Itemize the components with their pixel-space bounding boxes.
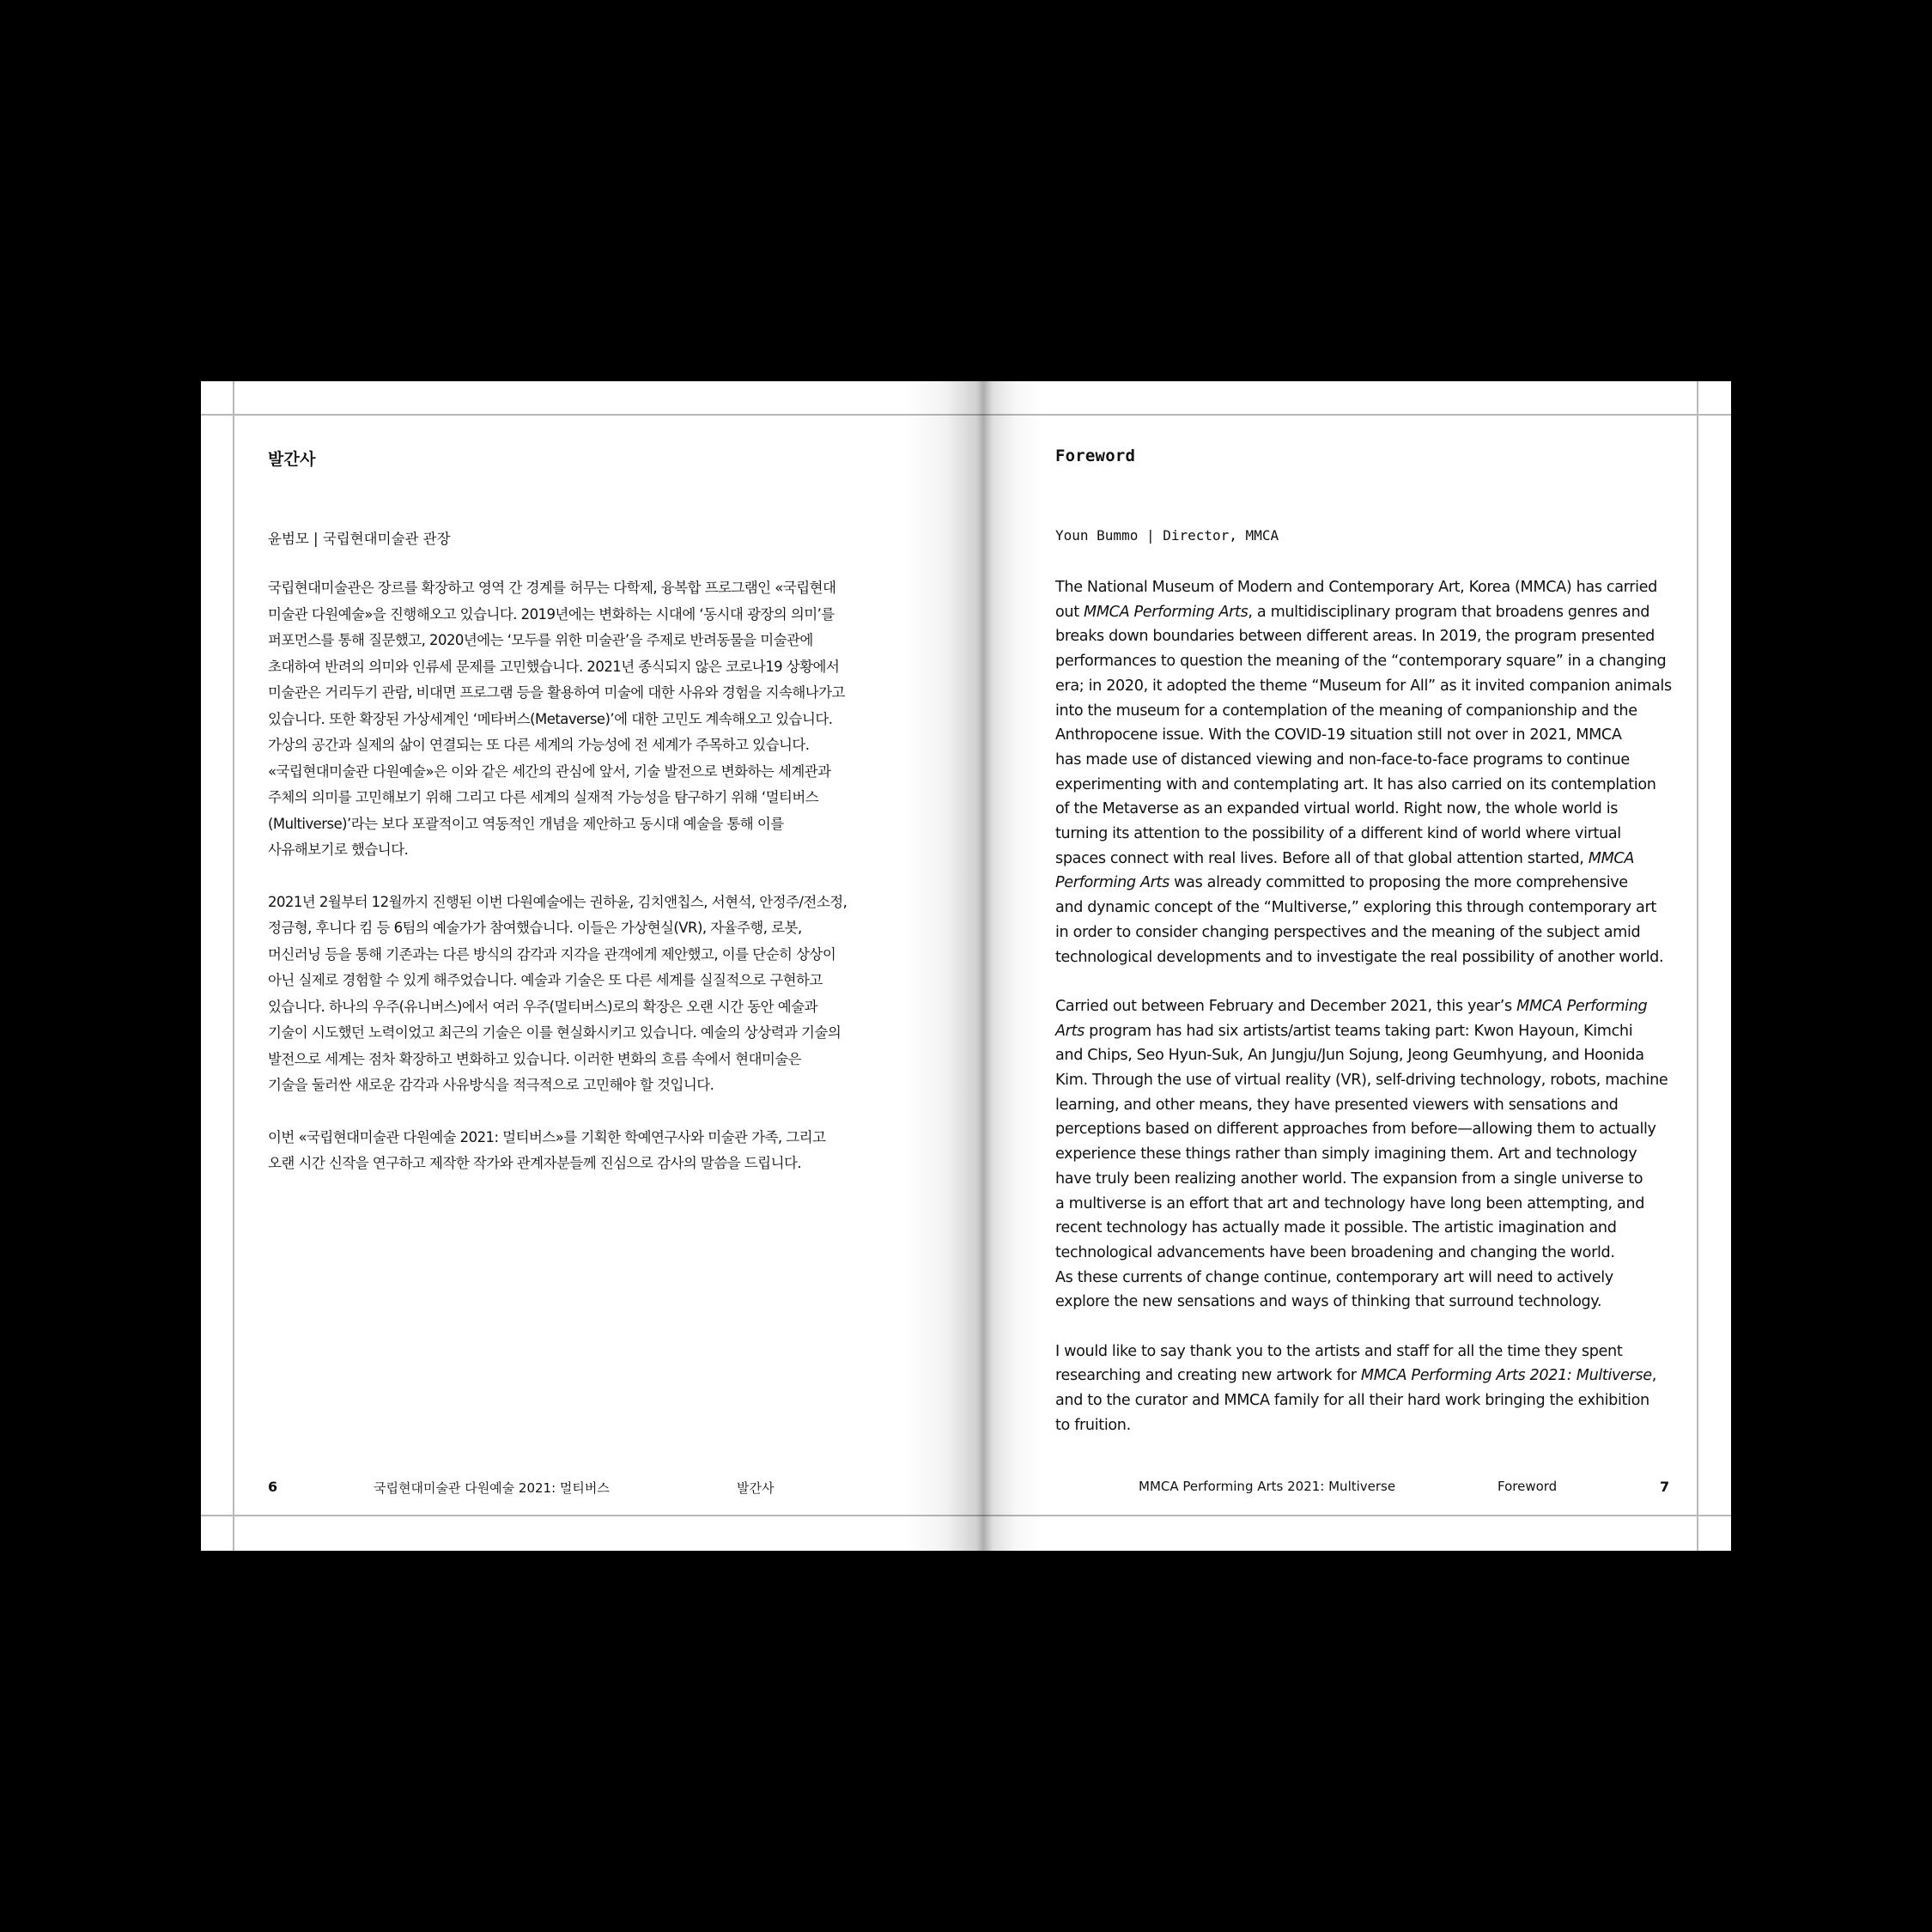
text-line: spaces connect with real lives. Before all of that global attention started, MMCA [1055,849,1635,867]
text-line: turning its attention to the possibility of a different kind of world where virtual [1055,825,1621,843]
text-line: researching and creating new artwork for MMCA Performing Arts 2021: Multiverse, [1055,1367,1656,1385]
page-footer [1055,1479,1682,1499]
running-section: 발간사 [737,1480,775,1496]
text-line: (Multiverse)’라는 보다 포괄적이고 역동적인 개념을 제안하고 동시대 예술을 통해 이를 [268,815,784,832]
text-line: 정금형, 후니다 킴 등 6팀의 예술가가 참여했습니다. 이들은 가상현실(VR), 자율주행, 로봇, [268,920,802,936]
text-line: 발전으로 세계는 점차 확장하고 변화하고 있습니다. 이러한 변화의 흐름 속에서 현대미술은 [268,1050,802,1067]
text-line: 기술이 시도했던 노력이었고 최근의 기술은 이를 현실화시키고 있습니다. 예술의 상상력과 기술의 [268,1024,841,1041]
text-line: out MMCA Performing Arts, a multidisciplinary program that broadens genres and [1055,603,1650,621]
right-page [1055,381,1682,1551]
paragraph [1055,575,1682,969]
running-title: MMCA Performing Arts 2021: Multiverse [1139,1479,1396,1494]
text-line: have truly been realizing another world. The expansion from a single universe to [1055,1170,1643,1188]
text-line: 미술관 다원예술»을 진행해오고 있습니다. 2019년에는 변화하는 시대에 ‘동시대 광장의 의미’를 [268,605,835,623]
text-line: explore the new sensations and ways of thinking that surround technology. [1055,1293,1602,1311]
text-line: 미술관은 거리두기 관람, 비대면 프로그램 등을 활용하여 미술에 대한 사유와 경험을 지속해나가고 [268,684,845,701]
text-line: technological advancements have been broadening and changing the world. [1055,1243,1615,1261]
text-line: 초대하여 반려의 의미와 인류세 문제를 고민했습니다. 2021년 종식되지 않은 코로나19 상황에서 [268,658,840,675]
text-line: 국립현대미술관은 장르를 확장하고 영역 간 경계를 허무는 다학제, 융복합 프로그램인 «국립현대 [268,580,836,596]
page-number: 7 [1660,1479,1670,1495]
text-line: 퍼포먼스를 통해 질문했고, 2020년에는 ‘모두를 위한 미술관’을 주제로 반려동물을 미술관에 [268,632,813,648]
text-line: a multiverse is an effort that art and technology have long been attempting, and [1055,1194,1645,1212]
text-line: into the museum for a contemplation of the meaning of companionship and the [1055,702,1637,720]
text-line: 2021년 2월부터 12월까지 진행된 이번 다원예술에는 권하윤, 김치앤칩스, 서현석, 안정주/전소정, [268,893,848,910]
left-page [268,381,895,1551]
left-trim-line [233,381,234,1551]
text-line: 있습니다. 하나의 우주(유니버스)에서 여러 우주(멀티버스)로의 확장은 오랜 시간 동안 예술과 [268,998,817,1015]
page-footer [268,1479,895,1499]
text-line: breaks down boundaries between different areas. In 2019, the program presented [1055,628,1655,646]
author-byline: 윤범모 | 국립현대미술관 관장 [268,531,451,547]
paragraph [1055,994,1682,1315]
text-line: 오랜 시간 신작을 연구하고 제작한 작가와 관계자분들께 진심으로 감사의 말씀을 드립니다. [268,1155,802,1171]
text-line: Kim. Through the use of virtual reality (VR), self-driving technology, robots, machine [1055,1072,1668,1090]
paragraph [268,1125,895,1177]
text-line: 주체의 의미를 고민해보기 위해 그리고 다른 세계의 실재적 가능성을 탐구하기 위해 ‘멀티버스 [268,789,819,805]
text-line: has made use of distanced viewing and non-face-to-face programs to continue [1055,750,1630,769]
text-line: Performing Arts was already committed to proposing the more comprehensive [1055,874,1628,892]
text-line: 아닌 실제로 경험할 수 있게 해주었습니다. 예술과 기술은 또 다른 세계를 실질적으로 구현하고 [268,972,823,988]
body-text [1055,575,1682,1462]
text-line: era; in 2020, it adopted the theme “Museum for All” as it invited companion animals [1055,677,1672,695]
text-line: and dynamic concept of the “Multiverse,” exploring this through contemporary art [1055,899,1656,917]
text-line: to fruition. [1055,1416,1131,1434]
text-line: technological developments and to investigate the real possibility of another world. [1055,948,1664,966]
text-line: experience these things rather than simply imagining them. Art and technology [1055,1145,1637,1163]
text-line: Carried out between February and December 2021, this year’s MMCA Performing [1055,997,1648,1015]
gutter-shadow [905,381,1042,1551]
text-line: 기술을 둘러싼 새로운 감각과 사유방식을 적극적으로 고민해야 할 것입니다. [268,1077,714,1093]
text-line: Arts program has had six artists/artist teams taking part: Kwon Hayoun, Kimchi [1055,1022,1633,1040]
paragraph [268,890,895,1099]
text-line: of the Metaverse as an expanded virtual world. Right now, the whole world is [1055,800,1619,818]
page-title: Foreword [1055,447,1136,465]
page-number: 6 [268,1479,278,1495]
text-line: 이번 «국립현대미술관 다원예술 2021: 멀티버스»를 기획한 학예연구사와 미술관 가족, 그리고 [268,1128,826,1145]
text-line: experimenting with and contemplating art. It has also carried on its contemplation [1055,775,1656,793]
page-title: 발간사 [268,450,316,469]
text-line: learning, and other means, they have presented viewers with sensations and [1055,1096,1619,1114]
text-line: in order to consider changing perspectives and the meaning of the subject amid [1055,923,1641,941]
text-line: 사유해보기로 했습니다. [268,841,409,858]
text-line: The National Museum of Modern and Contemporary Art, Korea (MMCA) has carried [1055,579,1657,596]
text-line: perceptions based on different approaches from before—allowing them to actually [1055,1121,1656,1139]
right-trim-line [1697,381,1698,1551]
text-line: Anthropocene issue. With the COVID-19 situation still not over in 2021, MMCA [1055,726,1622,744]
author-byline: Youn Bummo | Director, MMCA [1055,527,1279,544]
running-section: Foreword [1498,1479,1558,1494]
paragraph [1055,1340,1682,1438]
text-line: and to the curator and MMCA family for all their hard work bringing the exhibition [1055,1392,1649,1410]
text-line: I would like to say thank you to the artists and staff for all the time they spent [1055,1342,1623,1360]
text-line: and Chips, Seo Hyun-Suk, An Jungju/Jun Sojung, Jeong Geumhyung, and Hoonida [1055,1047,1644,1065]
body-text [268,575,895,1203]
text-line: «국립현대미술관 다원예술»은 이와 같은 세간의 관심에 앞서, 기술 발전으로 변화하는 세계관과 [268,762,831,780]
text-line: recent technology has actually made it possible. The artistic imagination and [1055,1219,1617,1237]
text-line: As these currents of change continue, contemporary art will need to actively [1055,1268,1613,1286]
text-line: performances to question the meaning of the “contemporary square” in a changing [1055,653,1667,671]
text-line: 있습니다. 또한 확장된 가상세계인 ‘메타버스(Metaverse)’에 대한 고민도 계속해오고 있습니다. [268,710,833,727]
paragraph [268,575,895,864]
running-title: 국립현대미술관 다원예술 2021: 멀티버스 [374,1480,610,1496]
text-line: 가상의 공간과 실제의 삶이 연결되는 또 다른 세계의 가능성에 전 세계가 주목하고 있습니다. [268,737,810,753]
text-line: 머신러닝 등을 통해 기존과는 다른 방식의 감각과 지각을 관객에게 제안했고, 이를 단순히 상상이 [268,945,836,963]
book-spread [201,381,1731,1551]
